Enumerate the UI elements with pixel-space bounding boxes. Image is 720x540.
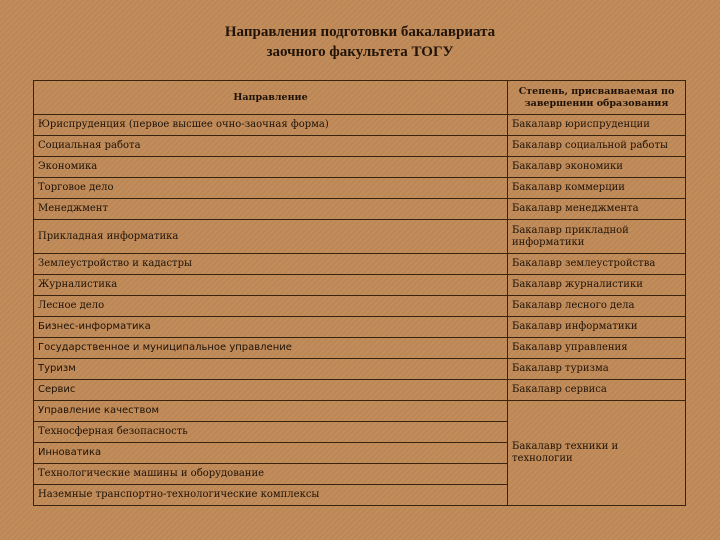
direction-cell: Менеджмент [34,199,508,220]
direction-cell: Лесное дело [34,296,508,317]
table-row [34,199,686,220]
direction-cell: Бизнес-информатика [34,317,508,338]
table-header-row [34,81,686,115]
table-row [34,136,686,157]
table-row [34,401,686,422]
table-row [34,296,686,317]
degree-cell: Бакалавр юриспруденции [508,115,686,136]
title-line-1: Направления подготовки бакалавриата [224,24,496,40]
degree-cell: Бакалавр информатики [508,317,686,338]
degree-cell: Бакалавр туризма [508,359,686,380]
table-row [34,275,686,296]
table-row [34,359,686,380]
direction-cell: Землеустройство и кадастры [34,254,508,275]
table-row [34,220,686,254]
table-row [34,254,686,275]
programs-table [33,80,686,506]
table-row [34,317,686,338]
degree-cell: Бакалавр землеустройства [508,254,686,275]
degree-cell: Бакалавр экономики [508,157,686,178]
degree-cell: Бакалавр менеджмента [508,199,686,220]
direction-cell: Социальная работа [34,136,508,157]
direction-cell: Технологические машины и оборудование [34,464,508,485]
degree-cell: Бакалавр сервиса [508,380,686,401]
direction-cell: Наземные транспортно-технологические комплексы [34,485,508,506]
direction-cell: Журналистика [34,275,508,296]
degree-cell: Бакалавр прикладной информатики [508,220,686,254]
direction-cell: Инноватика [34,443,508,464]
direction-cell: Торговое дело [34,178,508,199]
group-degree-cell: Бакалавр техники и технологии [508,401,686,506]
header-degree: Степень, присваиваемая по завершении образования [508,81,686,115]
direction-cell: Техносферная безопасность [34,422,508,443]
title-line-2: заочного факультета ТОГУ [266,44,454,60]
table-row [34,178,686,199]
direction-cell: Государственное и муниципальное управление [34,338,508,359]
degree-cell: Бакалавр управления [508,338,686,359]
table-row [34,157,686,178]
degree-cell: Бакалавр журналистики [508,275,686,296]
degree-cell: Бакалавр социальной работы [508,136,686,157]
direction-cell: Прикладная информатика [34,220,508,254]
table-row [34,115,686,136]
table-row [34,338,686,359]
direction-cell: Туризм [34,359,508,380]
direction-cell: Управление качеством [34,401,508,422]
header-direction: Направление [34,81,508,115]
degree-cell: Бакалавр лесного дела [508,296,686,317]
direction-cell: Сервис [34,380,508,401]
degree-cell: Бакалавр коммерции [508,178,686,199]
direction-cell: Экономика [34,157,508,178]
page-title [0,22,720,62]
direction-cell: Юриспруденция (первое высшее очно-заочная форма) [34,115,508,136]
table-row [34,380,686,401]
